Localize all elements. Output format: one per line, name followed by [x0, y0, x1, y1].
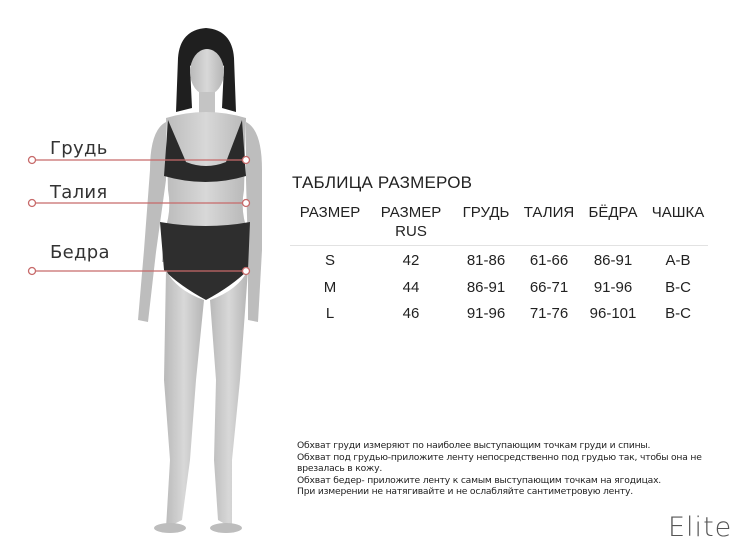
cell-chest: 81-86 — [466, 252, 506, 269]
size-table — [290, 203, 708, 328]
note-underbust: Обхват под грудью-приложите ленту непосредственно под грудью так, чтобы она не врезалась в кожу. — [297, 451, 702, 474]
note-tape: При измерении не натягивайте и не ослабляйте сантиметровую ленту. — [297, 486, 634, 497]
cell-waist: 71-76 — [529, 305, 569, 322]
chest-label: Грудь — [50, 138, 108, 159]
note-chest: Обхват груди измеряют по наиболее выступающим точкам груди и спины. — [297, 440, 651, 451]
cell-cup: B-C — [665, 305, 691, 322]
cell-size-rus: 46 — [402, 305, 420, 322]
cell-cup: A-B — [665, 252, 691, 269]
cell-waist: 66-71 — [529, 278, 569, 296]
header-waist: ТАЛИЯ — [520, 203, 578, 246]
brand-logo: Elite — [668, 512, 733, 543]
measurement-notes — [297, 440, 717, 498]
header-chest: ГРУДЬ — [452, 203, 520, 246]
size-table-title: ТАБЛИЦА РАЗМЕРОВ — [292, 173, 473, 192]
cell-size: S — [324, 252, 335, 269]
cell-hips: 91-96 — [593, 278, 633, 296]
header-size-rus: РАЗМЕР RUS — [370, 203, 452, 246]
cell-size-rus: 44 — [402, 278, 420, 296]
note-hips: Обхват бедер- приложите ленту к самым выступающим точкам на ягодицах. — [297, 474, 662, 486]
cell-chest: 86-91 — [466, 278, 506, 296]
hips-label: Бедра — [50, 242, 110, 263]
header-size: РАЗМЕР — [290, 203, 370, 246]
model-left-arm — [138, 122, 166, 322]
table-row — [290, 301, 708, 328]
model-right-leg — [210, 270, 248, 528]
model-head — [190, 49, 224, 95]
cell-size-rus: 42 — [402, 252, 420, 269]
cell-hips: 96-101 — [589, 305, 637, 322]
header-cup: ЧАШКА — [648, 203, 708, 246]
cell-size: L — [325, 305, 335, 322]
model-figure — [0, 0, 290, 554]
model-left-leg — [164, 270, 204, 528]
table-row — [290, 275, 708, 302]
cell-waist: 61-66 — [529, 252, 569, 269]
header-hips: БЁДРА — [578, 203, 648, 246]
table-row — [290, 246, 708, 275]
cell-chest: 91-96 — [466, 305, 506, 322]
cell-hips: 86-91 — [593, 252, 633, 269]
cell-size: M — [323, 278, 337, 296]
cell-cup: B-C — [665, 278, 691, 296]
size-table-header-row — [290, 203, 708, 246]
waist-label: Талия — [50, 182, 108, 203]
model-right-arm — [246, 122, 262, 322]
